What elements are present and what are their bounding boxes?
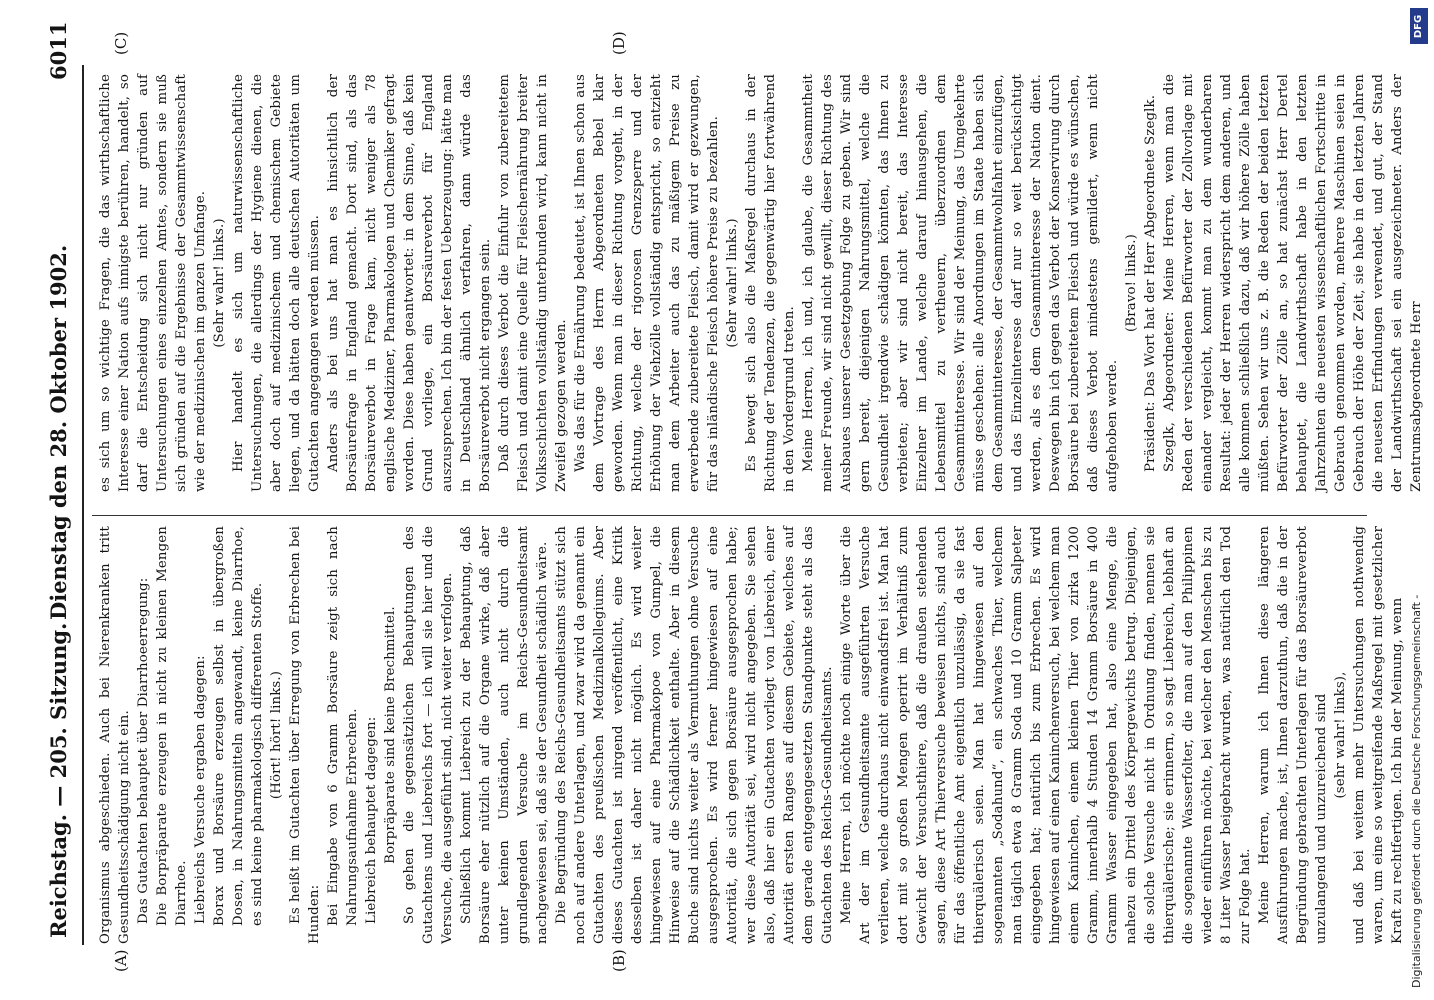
margin-mark-c: (C)	[112, 31, 130, 55]
quotation: Borpräparate sind keine Brechmittel.	[383, 606, 398, 864]
paragraph: Schließlich kommt Liebreich zu der Behauptung, daß Borsäure eher nützlich auf die Organe wirke, daß aber unter keinen Umständen, auch nicht durch die grundlegenden Versuche im Reichs-Gesundheitsamt nachgewiesen sei, daß sie der Gesundheit schädlich wäre.	[459, 526, 550, 944]
paragraph: Meine Herren, ich möchte noch einige Worte über die Art der im Gesundheitsamte ausgeführten Versuche verlieren, welche durchaus nicht einwandsfrei ist. Man hat dort mit so großen Mengen operirt im Verhältniß zum Gewicht der Versuchsthiere, daß die draußen stehenden sagen, diese Art Thierversuche beweisen nichts, sind auch für das öffentliche Amt eigentlich unzulässig, da sie fast thierquälerisch seien. Man hat hingewiesen auf den sogenannten „Sodahund“, ein schwaches Thier, welchem man täglich etwa 8 Gramm Soda und 10 Gramm Salpeter eingegeben hat; natürlich bis zum Erbrechen. Es wird hingewiesen auf einen Kaninchenversuch, bei welchem man einem Kaninchen, einem kleinen Thier von zirka 1200 Gramm, innerhalb 4 Stunden 14 Gramm Borsäure in 400 Gramm Wasser eingegeben hat, also eine Menge, die nahezu ein Drittel des Körpergewichts betrug. Diejenigen, die solche Versuche nicht in Ordnung finden, nennen sie thierquälerische; sie erinnern, so sagt Liebreich, lebhaft an die sogenannte Wasserfolter, die man auf den Philippinen wieder einführen möchte, bei welcher den Menschen bis zu 8 Liter Wasser beigebracht wurden, was natürlich den Tod zur Folge hat.	[839, 526, 1253, 944]
paragraph: es sich um so wichtige Fragen, die das wirthschaftliche Interesse einer Nation aufs innigste berühren, handelt, so darf die Entscheidung sich nicht nur gründen auf Untersuchungen eines einzelnen Amtes, sondern sie muß sich gründen auf die Ergebnisse der Gesammtwissenschaft wie der medizinischen im ganzen Umfange.	[98, 74, 208, 492]
quotation: Borax und Borsäure erzeugen selbst in übergroßen Dosen, in Nahrungsmitteln angewandt, keine Diarrhoe, es sind keine pharmakologisch differenten Stoffe.	[212, 526, 265, 926]
margin-mark-d: (D)	[610, 31, 628, 55]
rotated-page	[0, 20, 1434, 1000]
paragraph: Es heißt im Gutachten über Erregung von Erbrechen bei Hunden:	[288, 526, 322, 944]
interjection: (Sehr wahr! links.)	[212, 218, 227, 348]
right-column	[96, 73, 1424, 492]
header-rule	[82, 65, 84, 945]
quotation: Die Borpräparate erzeugen in nicht zu kleinen Mengen Diarrhoe.	[155, 526, 189, 926]
paragraph: Die Begründung des Reichs-Gesundheitsamts stützt sich noch auf andere Unterlagen, und zwar wird da genannt ein Gutachten des preußischen Medizinalkollegiums. Aber dieses Gutachten ist nirgend veröffentlicht, eine Kritik desselben ist daher nicht möglich. Es wird weiter hingewiesen auf eine Pharmakopoe von Gumpel, die Hinweise auf die Schädlichkeit enthalte. Aber in diesem Buche sind nichts weiter als Vermuthungen ohne Versuche ausgesprochen. Es wird ferner hingewiesen auf eine Autorität, die sich gegen Borsäure ausgesprochen habe; wer diese Autorität sei, wird nicht angegeben. Sie sehen also, daß hier ein Gutachten vorliegt von Liebreich, einer Autorität ersten Ranges auf diesem Gebiete, welches auf dem gerade entgegengesetzten Standpunkte steht als das Gutachten des Reichs-Gesundheitsamts.	[554, 526, 835, 944]
quotation: Bei Eingabe von 6 Gramm Borsäure zeigt sich nach Nahrungsaufnahme Erbrechen.	[326, 526, 360, 926]
paragraph: Meine Herren, ich und, ich glaube, die Gesammtheit meiner Freunde, wir sind nicht gewillt, dieser Richtung des Ausbaues unserer Gesetzgebung Folge zu geben. Wir sind gern bereit, diejenigen Nahrungsmittel, welche die Gesundheit irgendwie schädigen könnten, das Ihnen zu verbieten; aber wir sind nicht bereit, das Interesse Einzelner im Lande, welche darauf hinausgehen, die Lebensmittel zu vertheuern, überzuordnen dem Gesammtinteresse. Wir sind der Meinung, das Umgekehrte müsse geschehen: alle Anordnungen im Staate haben sich dem Gesammtinteresse, der Gesammtwohlfahrt einzufügen, und das Einzelinteresse darf nur so weit berücksichtigt werden, als es dem Gesammtinteresse der Nation dient. Deswegen bin ich gegen das Verbot der Konservirung durch Borsäure bei zubereitetem Fleisch und würde es wünschen, daß dieses Verbot mindestens gemildert, wenn nicht aufgehoben werde.	[801, 74, 1120, 492]
left-column	[96, 526, 1405, 944]
column-separator	[92, 515, 1367, 516]
speaker-paragraph: Präsident: Das Wort hat der Herr Abgeordnete Szeglk.	[1143, 94, 1158, 472]
margin-mark-b: (B)	[610, 949, 628, 972]
dfg-logo: DFG	[1410, 8, 1428, 44]
funding-note	[1408, 8, 1430, 993]
paragraph: Liebreich behauptet dagegen:	[364, 716, 379, 924]
page-number: 6011	[46, 21, 71, 80]
running-header	[40, 20, 80, 1000]
header-date: Dienstag den 28. Oktober 1902.	[46, 244, 71, 620]
paragraph: Das Gutachten behauptet über Diarrhoeerregung:	[136, 577, 151, 924]
funding-note-text: Digitalisierung gefördert durch die Deutsche Forschungsgemeinschaft -	[1410, 594, 1423, 988]
paragraph: Meine Herren, warum ich Ihnen diese längeren Ausführungen mache, ist, Ihnen darzuthun, daß die in der Begründung gebrachten Unterlagen für das Borsäureverbot unzulangend und unzureichend sind	[1257, 526, 1329, 944]
margin-mark-a: (A)	[112, 949, 130, 972]
paragraph: Hier handelt es sich um naturwissenschaftliche Untersuchungen, die allerdings der Hygiene dienen, die aber doch auf medizinischem und chemischem Gebiete liegen, und da hätten doch alle deutschen Autoritäten um Gutachten angegangen werden müssen.	[231, 74, 322, 492]
paragraph: Es bewegt sich also die Maßregel durchaus in der Richtung der Tendenzen, die gegenwärtig hier fortwährend in den Vordergrund treten.	[744, 74, 797, 492]
interjection: (Bravo! links.)	[1124, 234, 1139, 332]
interjection: (sehr wahr! links),	[1333, 671, 1348, 799]
header-left: Reichstag. — 205. Sitzung.	[46, 622, 71, 938]
paragraph: So gehen die gegensätzlichen Behauptungen des Gutachtens und Liebreichs fort — ich will sie hier und die Versuche, die ausgeführt sind, nicht weiter verfolgen.	[402, 526, 455, 944]
paragraph: Was das für die Ernährung bedeutet, ist Ihnen schon aus dem Vortrage des Herrn Abgeordneten Bebel klar geworden. Wenn man in dieser Richtung vorgeht, in der Richtung, welche der rigorosen Grenzsperre und der Erhöhung der Viehzölle vollständig entspricht, so entzieht man dem Arbeiter auch das zu mäßigem Preise zu erwerbende zubereitete Fleisch, damit wird er gezwungen, für das inländische Fleisch höhere Preise zu bezahlen.	[573, 74, 721, 492]
paragraph: Anders als bei uns hat man es hinsichtlich der Borsäurefrage in England gemacht. Dort sind, als das Borsäureverbot in Frage kam, nicht weniger als 78 englische Mediziner, Pharmakologen und Chemiker gefragt worden. Diese haben geantwortet: in dem Sinne, daß kein Grund vorliege, ein Borsäureverbot für England auszusprechen. Ich bin der festen Ueberzeugung: hätte man in Deutschland ähnlich verfahren, dann würde das Borsäureverbot nicht ergangen sein.	[326, 73, 493, 492]
speaker-paragraph: Szeglk, Abgeordneter: Meine Herren, wenn man die Reden der verschiedenen Befürworter der Zollvorlage mit einander vergleicht, kommt man zu dem wunderbaren Resultat: jeder der Herren widerspricht dem anderen, und alle kommen schließlich dazu, daß wir höhere Zölle haben müßten. Sehen wir uns z. B. die Reden der beiden letzten Befürworter der Zölle an, so hat zunächst Herr Dertel behauptet, die Landwirthschaft habe in den letzten Jahrzehnten die neuesten wissenschaftlichen Fortschritte in Gebrauch genommen worden, mehrere Maschinen seien in Gebrauch der Höhe der Zeit, sie habe in den letzten Jahren die neuesten Erfindungen verwendet, und gut, der Stand der Landwirthschaft sei ein ausgezeichneter. Anders der Zentrumsabgeordnete Herr	[1162, 74, 1424, 492]
paragraph: Organismus abgeschieden. Auch bei Nierenkranken tritt Gesundheitsschädigung nicht ein.	[98, 526, 132, 944]
interjection: (Hört! hört! links.)	[269, 670, 284, 800]
paragraph: und daß bei weitem mehr Untersuchungen nothwendig waren, um eine so weitgreifende Maßregel mit gesetzlicher Kraft zu rechtfertigen. Ich bin der Meinung, wenn	[1352, 526, 1405, 944]
paragraph: Daß durch dieses Verbot die Einfuhr von zubereitetem Fleisch und damit eine Quelle für Fleischernährung breiter Volksschichten vollständig unterbunden wird, kann nicht in Zweifel gezogen werden.	[497, 74, 569, 492]
interjection: (Sehr wahr! links.)	[725, 218, 740, 348]
paragraph: Liebreichs Versuche ergaben dagegen:	[193, 655, 208, 924]
